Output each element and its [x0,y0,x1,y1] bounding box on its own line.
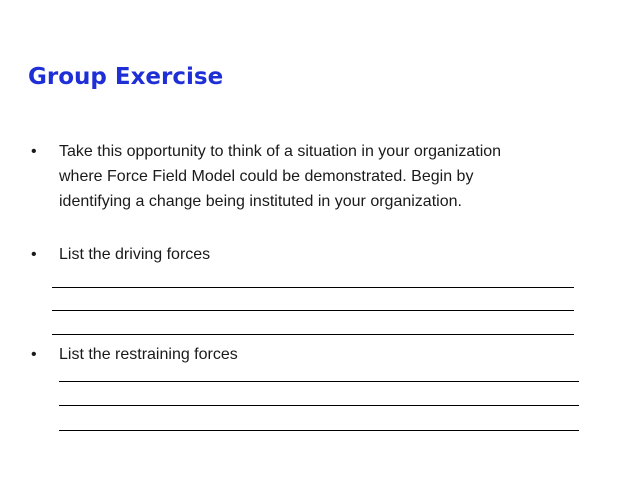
answer-line-driving-1 [52,287,574,288]
bullet-icon: • [31,246,37,263]
bullet-text-line: Take this opportunity to think of a situation in your organization [59,143,502,160]
answer-line-restraining-3 [59,430,579,431]
slide-title: Group Exercise [28,64,224,90]
bullet-icon: • [31,143,37,160]
bullet-text: List the restraining forces [59,346,238,363]
answer-line-driving-2 [52,310,574,311]
bullet-text-line: where Force Field Model could be demonstrated. Begin by [59,168,474,185]
bullet-text [59,139,501,214]
bullet-text: List the driving forces [59,246,211,263]
answer-line-driving-3 [52,334,574,335]
bullet-icon: • [31,346,37,363]
answer-line-restraining-2 [59,405,579,406]
bullet-text-line: identifying a change being instituted in your organization. [59,193,462,210]
answer-line-restraining-1 [59,381,579,382]
